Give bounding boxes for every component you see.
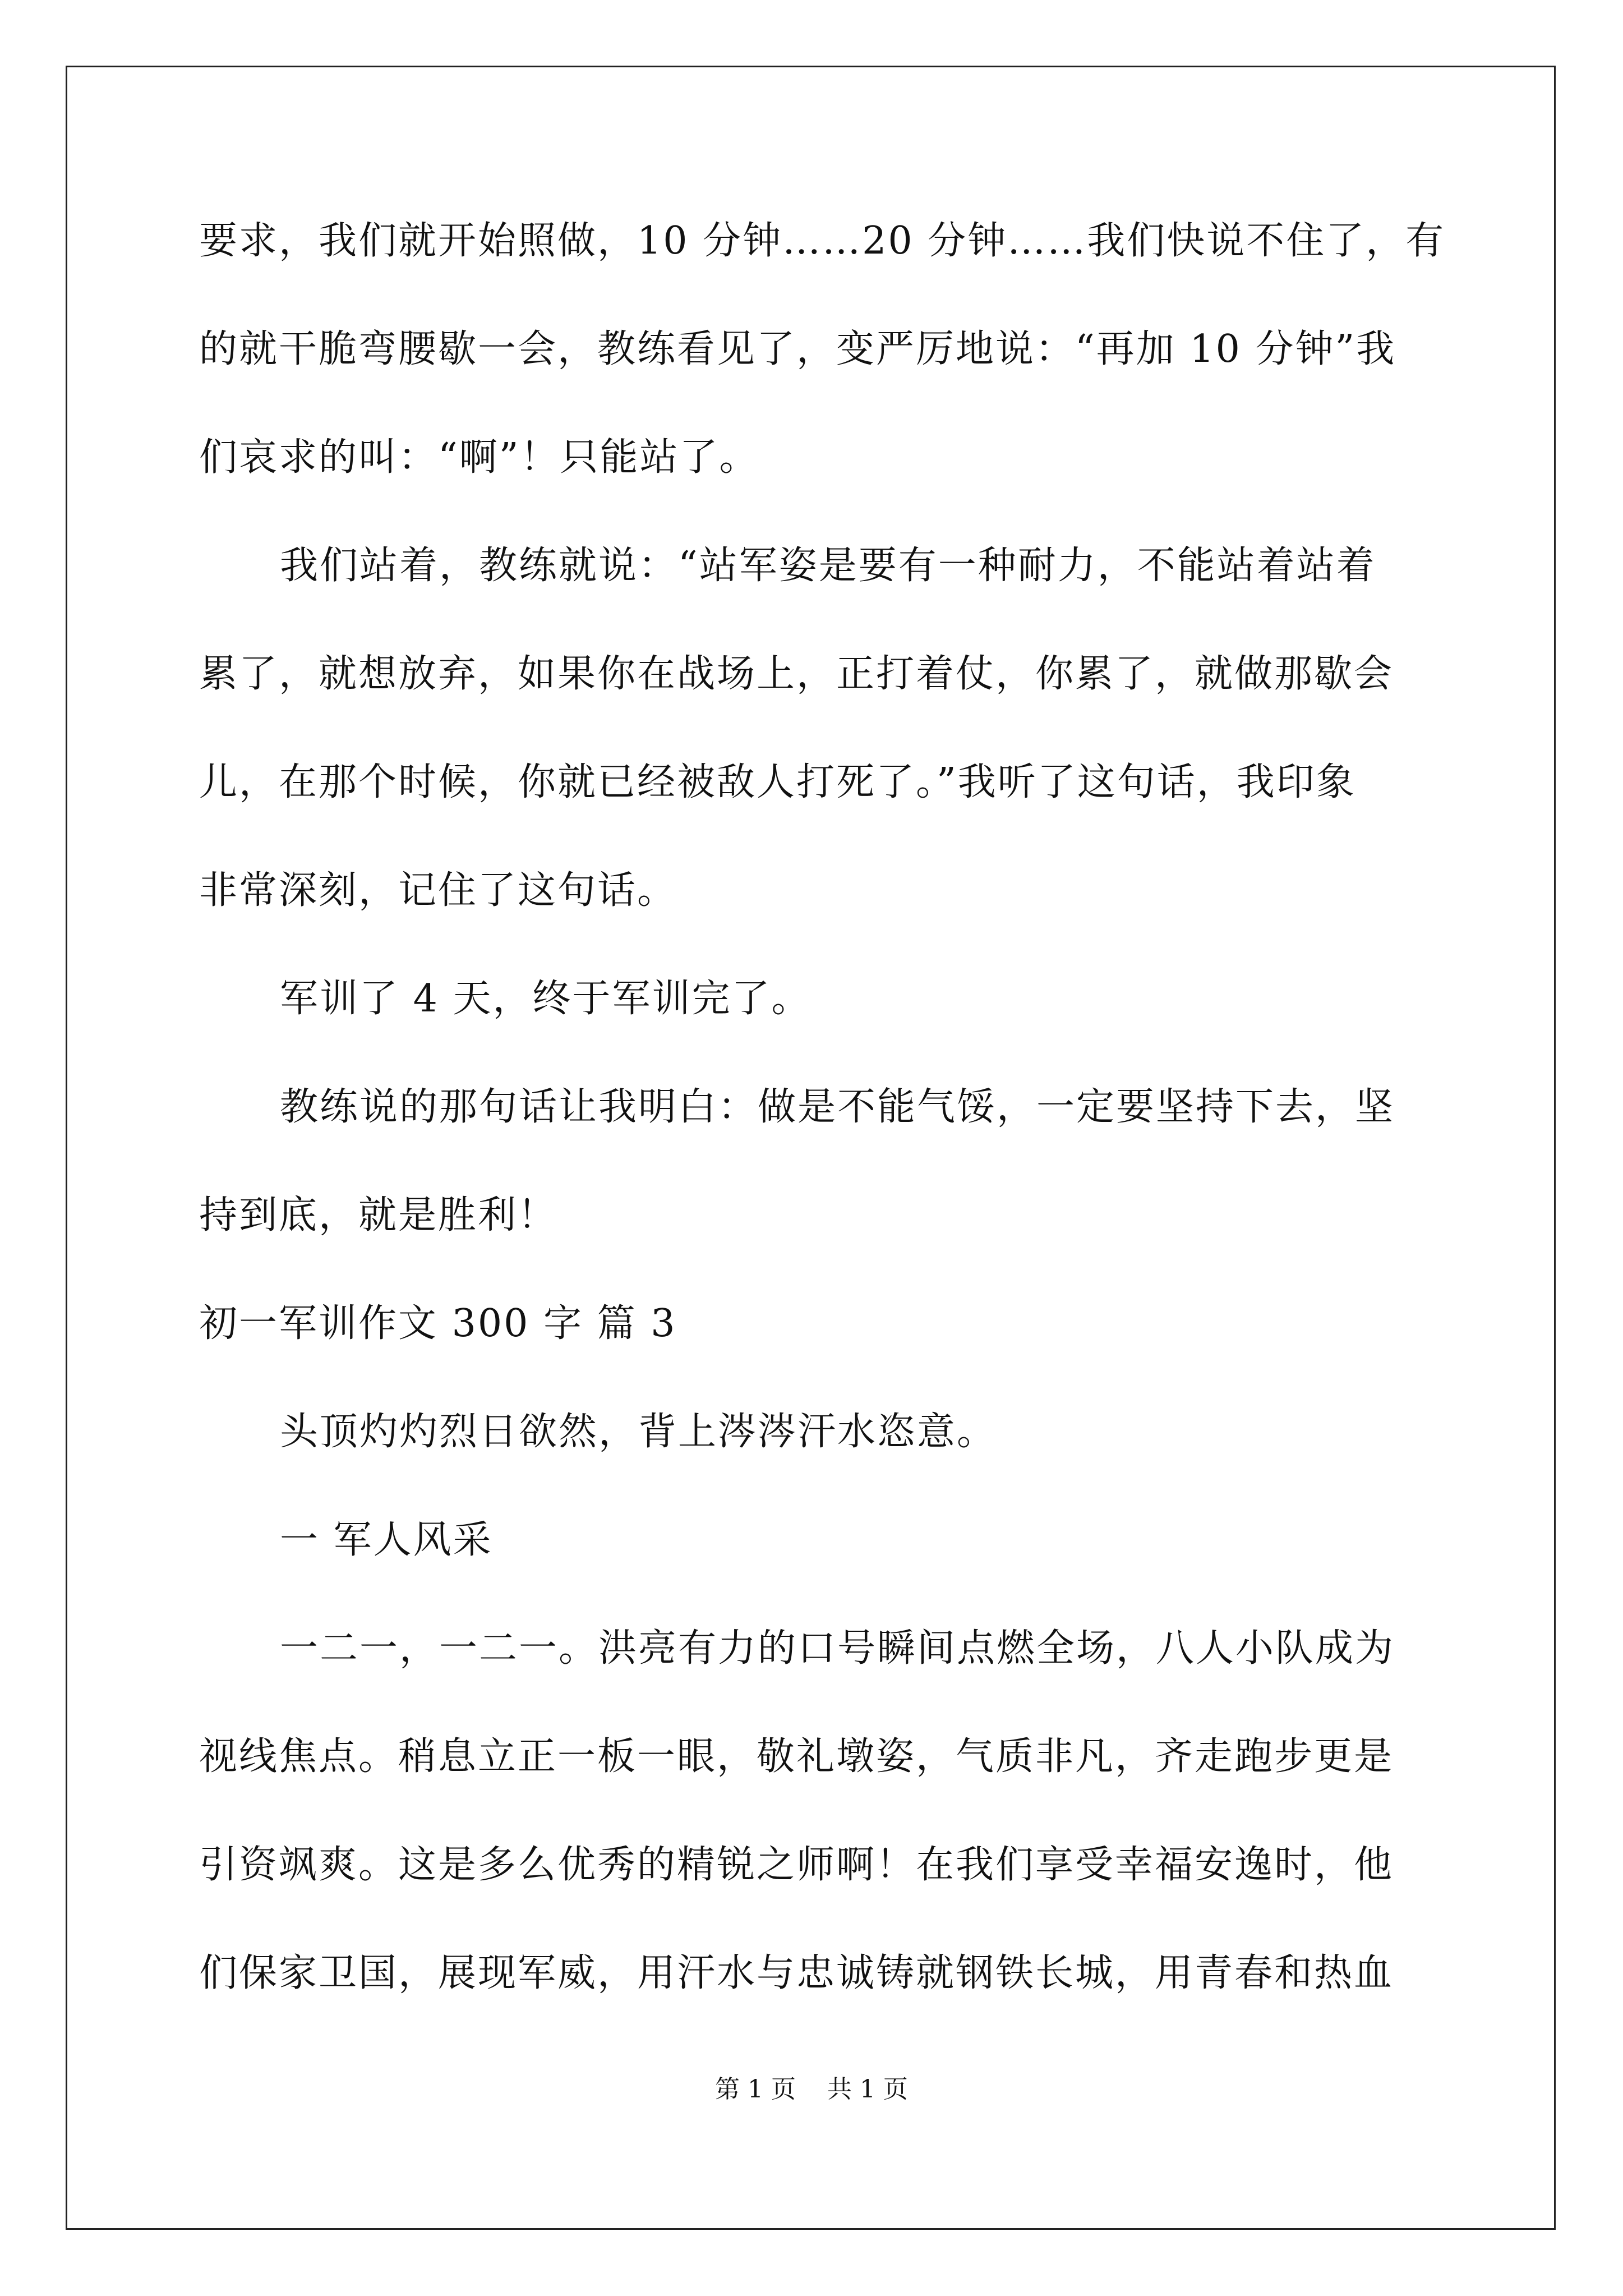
text-line: 们哀求的叫：“啊”！只能站了。	[199, 435, 759, 480]
text-line: 视线焦点。稍息立正一板一眼，敬礼墩姿，气质非凡，齐走跑步更是	[199, 1734, 1394, 1779]
page-footer: 第 1 页 共 1 页	[715, 2075, 908, 2104]
text-line: 的就干脆弯腰歇一会，教练看见了，变严厉地说：“再加 10 分钟”我	[199, 327, 1396, 371]
text-line: 一二一，一二一。洪亮有力的口号瞬间点燃全场，八人小队成为	[280, 1626, 1395, 1671]
text-line: 们保家卫国，展现军威，用汗水与忠诚铸就钢铁长城，用青春和热血	[199, 1951, 1394, 1995]
text-line: 持到底，就是胜利！	[199, 1193, 558, 1237]
text-line: 要求，我们就开始照做，10 分钟……20 分钟……我们快说不住了，有	[199, 219, 1446, 263]
text-line: 引资飒爽。这是多么优秀的精锐之师啊！在我们享受幸福安逸时，他	[199, 1843, 1394, 1887]
page-border	[66, 66, 1556, 2230]
subsection-heading: 一 军人风采	[280, 1518, 493, 1562]
text-line: 累了，就想放弃，如果你在战场上，正打着仗，你累了，就做那歇会	[199, 652, 1394, 696]
section-heading: 初一军训作文 300 字 篇 3	[199, 1301, 677, 1346]
text-line: 非常深刻，记住了这句话。	[199, 868, 677, 913]
text-line: 教练说的那句话让我明白：做是不能气馁，一定要坚持下去，坚	[280, 1085, 1395, 1129]
text-line: 军训了 4 天，终于军训完了。	[280, 977, 811, 1021]
text-line: 我们站着，教练就说：“站军姿是要有一种耐力，不能站着站着	[280, 544, 1376, 588]
text-line: 儿，在那个时候，你就已经被敌人打死了。”我听了这句话，我印象	[199, 760, 1356, 804]
text-line: 头顶灼灼烈日欲然，背上涔涔汗水恣意。	[280, 1410, 997, 1454]
